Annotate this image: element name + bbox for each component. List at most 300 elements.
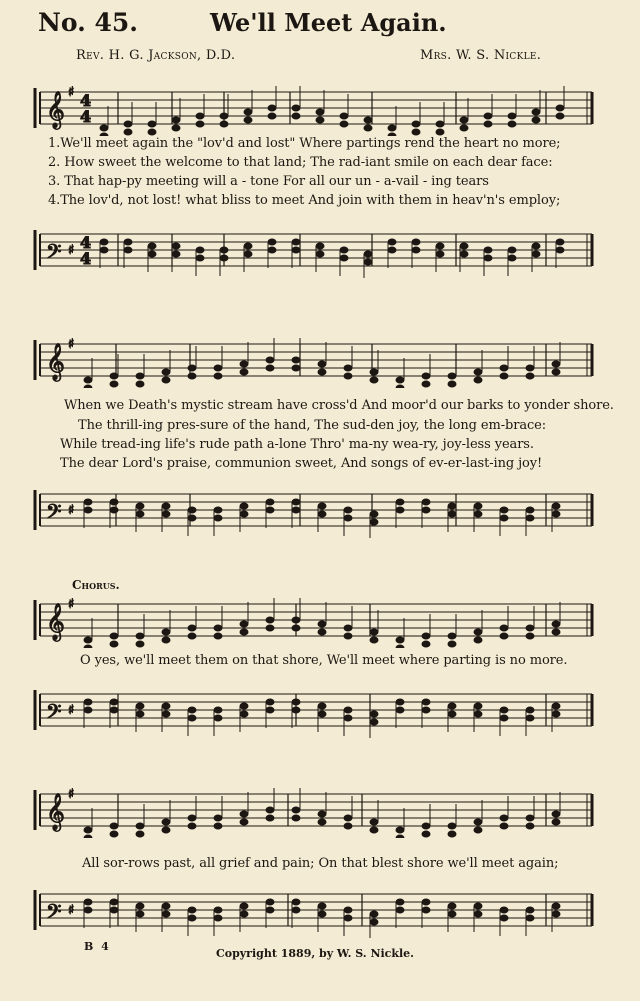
note-head	[172, 117, 180, 123]
treble-clef-icon: 𝄞	[46, 90, 65, 128]
note-head	[266, 807, 274, 813]
note-head	[214, 715, 222, 721]
note-head	[552, 703, 560, 709]
note-head	[214, 907, 222, 913]
bass-clef-icon: 𝄢	[46, 240, 62, 268]
sharp-icon: ♯	[68, 503, 75, 518]
note-head	[552, 629, 560, 635]
note-head	[412, 247, 420, 253]
note-head	[220, 247, 228, 253]
note-head	[188, 373, 196, 379]
note-head	[84, 907, 92, 913]
note-head	[318, 911, 326, 917]
note-head	[318, 819, 326, 825]
note-head	[292, 357, 300, 363]
note-head	[370, 827, 378, 833]
note-head	[508, 247, 516, 253]
note-head	[532, 243, 540, 249]
treble-staff	[0, 598, 640, 648]
note-head	[396, 707, 404, 713]
note-head	[268, 239, 276, 245]
note-head	[84, 707, 92, 713]
note-head	[526, 515, 534, 521]
note-head	[474, 511, 482, 517]
note-head	[556, 105, 564, 111]
note-head	[316, 251, 324, 257]
hymn-number: No. 45.	[38, 8, 138, 37]
note-head	[552, 711, 560, 717]
note-head	[388, 247, 396, 253]
note-head	[266, 365, 274, 371]
note-head	[110, 823, 118, 829]
lyricist-credit: Rev. H. G. Jackson, D.D.	[76, 48, 236, 63]
note-head	[214, 823, 222, 829]
note-head	[396, 637, 404, 643]
note-head	[370, 819, 378, 825]
note-head	[148, 121, 156, 127]
note-head	[110, 633, 118, 639]
note-head	[344, 915, 352, 921]
note-head	[110, 907, 118, 913]
note-head	[110, 699, 118, 705]
note-head	[422, 381, 430, 387]
note-head	[526, 707, 534, 713]
note-head	[552, 903, 560, 909]
note-head	[318, 511, 326, 517]
note-head	[292, 617, 300, 623]
note-head	[500, 625, 508, 631]
note-head	[266, 507, 274, 513]
note-head	[318, 629, 326, 635]
note-head	[422, 823, 430, 829]
note-head	[318, 621, 326, 627]
note-head	[162, 369, 170, 375]
note-head	[500, 373, 508, 379]
note-head	[172, 251, 180, 257]
lyric-line: O yes, we'll meet them on that shore, We'll meet where parting is no more.	[80, 653, 568, 668]
note-head	[508, 121, 516, 127]
note-head	[214, 815, 222, 821]
note-head	[84, 377, 92, 383]
note-head	[318, 703, 326, 709]
bass-clef-icon: 𝄢	[46, 900, 62, 928]
note-head	[110, 499, 118, 505]
note-head	[396, 835, 404, 838]
note-head	[460, 117, 468, 123]
note-head	[500, 907, 508, 913]
note-head	[532, 251, 540, 257]
note-head	[214, 915, 222, 921]
note-head	[556, 239, 564, 245]
page-mark: B 4	[84, 940, 111, 953]
note-head	[340, 255, 348, 261]
note-head	[84, 827, 92, 833]
note-head	[214, 707, 222, 713]
note-head	[292, 239, 300, 245]
note-head	[266, 499, 274, 505]
note-head	[448, 711, 456, 717]
note-head	[364, 251, 372, 257]
note-head	[422, 633, 430, 639]
note-head	[220, 255, 228, 261]
note-head	[448, 903, 456, 909]
note-head	[422, 641, 430, 647]
note-head	[292, 499, 300, 505]
note-head	[344, 365, 352, 371]
sharp-icon: ♯	[68, 703, 75, 718]
note-head	[344, 907, 352, 913]
sharp-icon: ♯	[68, 598, 75, 612]
note-head	[266, 815, 274, 821]
note-head	[292, 707, 300, 713]
note-head	[552, 819, 560, 825]
lyric-line: When we Death's mystic stream have cross'd And moor'd our barks to yonder shore.	[64, 398, 614, 413]
note-head	[172, 243, 180, 249]
note-head	[196, 121, 204, 127]
note-head	[508, 255, 516, 261]
note-head	[244, 117, 252, 123]
note-head	[268, 105, 276, 111]
note-head	[292, 907, 300, 913]
note-head	[370, 919, 378, 925]
note-head	[500, 915, 508, 921]
note-head	[100, 239, 108, 245]
bass-staff	[0, 488, 640, 538]
note-head	[370, 637, 378, 643]
note-head	[526, 815, 534, 821]
sharp-icon: ♯	[68, 338, 75, 352]
note-head	[500, 707, 508, 713]
note-head	[532, 109, 540, 115]
note-head	[84, 507, 92, 513]
note-head	[136, 823, 144, 829]
note-head	[526, 625, 534, 631]
bass-clef-icon: 𝄢	[46, 700, 62, 728]
note-head	[552, 361, 560, 367]
note-head	[196, 247, 204, 253]
note-head	[370, 711, 378, 717]
note-head	[500, 815, 508, 821]
note-head	[136, 373, 144, 379]
note-head	[84, 699, 92, 705]
note-head	[474, 711, 482, 717]
note-head	[188, 625, 196, 631]
note-head	[240, 811, 248, 817]
note-head	[148, 129, 156, 135]
note-head	[240, 361, 248, 367]
note-head	[162, 711, 170, 717]
note-head	[370, 369, 378, 375]
note-head	[474, 703, 482, 709]
note-head	[240, 369, 248, 375]
note-head	[448, 381, 456, 387]
note-head	[110, 899, 118, 905]
note-head	[448, 511, 456, 517]
treble-staff	[0, 788, 640, 838]
note-head	[344, 633, 352, 639]
lyric-line: The thrill-ing pres-sure of the hand, The sud-den joy, the long em-brace:	[78, 418, 547, 433]
note-head	[292, 105, 300, 111]
note-head	[172, 125, 180, 131]
note-head	[148, 251, 156, 257]
note-head	[448, 641, 456, 647]
note-head	[526, 365, 534, 371]
note-head	[344, 715, 352, 721]
note-head	[532, 117, 540, 123]
note-head	[136, 511, 144, 517]
note-head	[162, 827, 170, 833]
note-head	[292, 625, 300, 631]
note-head	[214, 625, 222, 631]
note-head	[500, 515, 508, 521]
note-head	[526, 633, 534, 639]
note-head	[188, 815, 196, 821]
note-head	[436, 121, 444, 127]
note-head	[460, 125, 468, 131]
note-head	[84, 899, 92, 905]
note-head	[396, 827, 404, 833]
chorus-label: Chorus.	[72, 578, 120, 592]
note-head	[292, 699, 300, 705]
note-head	[422, 373, 430, 379]
note-head	[124, 121, 132, 127]
note-head	[188, 365, 196, 371]
note-head	[240, 629, 248, 635]
note-head	[422, 699, 430, 705]
note-head	[196, 113, 204, 119]
note-head	[110, 373, 118, 379]
time-signature-top: 4	[80, 233, 92, 252]
note-head	[318, 503, 326, 509]
note-head	[500, 633, 508, 639]
note-head	[240, 703, 248, 709]
note-head	[316, 117, 324, 123]
note-head	[162, 703, 170, 709]
note-head	[340, 121, 348, 127]
note-head	[188, 915, 196, 921]
note-head	[214, 365, 222, 371]
note-head	[162, 819, 170, 825]
note-head	[526, 907, 534, 913]
note-head	[162, 511, 170, 517]
note-head	[162, 377, 170, 383]
note-head	[84, 637, 92, 643]
note-head	[344, 707, 352, 713]
note-head	[344, 815, 352, 821]
note-head	[110, 707, 118, 713]
bass-clef-icon: 𝄢	[46, 500, 62, 528]
note-head	[422, 907, 430, 913]
note-head	[526, 715, 534, 721]
note-head	[396, 907, 404, 913]
note-head	[214, 507, 222, 513]
note-head	[396, 385, 404, 388]
note-head	[316, 109, 324, 115]
note-head	[436, 243, 444, 249]
note-head	[292, 365, 300, 371]
note-head	[162, 629, 170, 635]
note-head	[556, 247, 564, 253]
note-head	[318, 711, 326, 717]
note-head	[136, 633, 144, 639]
note-head	[136, 903, 144, 909]
note-head	[422, 507, 430, 513]
note-head	[388, 239, 396, 245]
note-head	[500, 507, 508, 513]
note-head	[162, 911, 170, 917]
note-head	[266, 907, 274, 913]
treble-staff	[0, 86, 640, 136]
note-head	[240, 503, 248, 509]
note-head	[244, 109, 252, 115]
note-head	[448, 703, 456, 709]
note-head	[124, 247, 132, 253]
time-signature-bottom: 4	[80, 107, 92, 126]
note-head	[110, 831, 118, 837]
note-head	[266, 707, 274, 713]
note-head	[188, 823, 196, 829]
note-head	[552, 503, 560, 509]
note-head	[214, 373, 222, 379]
note-head	[370, 719, 378, 725]
note-head	[364, 125, 372, 131]
note-head	[552, 621, 560, 627]
time-signature-bottom: 4	[80, 249, 92, 268]
note-head	[396, 899, 404, 905]
note-head	[110, 507, 118, 513]
note-head	[484, 121, 492, 127]
note-head	[266, 625, 274, 631]
note-head	[448, 633, 456, 639]
note-head	[318, 903, 326, 909]
note-head	[552, 911, 560, 917]
note-head	[84, 499, 92, 505]
note-head	[370, 519, 378, 525]
note-head	[318, 361, 326, 367]
sharp-icon: ♯	[68, 243, 75, 258]
note-head	[136, 703, 144, 709]
note-head	[474, 819, 482, 825]
note-head	[526, 915, 534, 921]
note-head	[124, 239, 132, 245]
bass-staff	[0, 228, 640, 278]
note-head	[344, 373, 352, 379]
note-head	[162, 503, 170, 509]
note-head	[556, 113, 564, 119]
copyright-line: Copyright 1889, by W. S. Nickle.	[216, 947, 415, 960]
note-head	[136, 831, 144, 837]
note-head	[484, 247, 492, 253]
note-head	[244, 243, 252, 249]
hymn-title: We'll Meet Again.	[210, 8, 447, 37]
treble-clef-icon: 𝄞	[46, 602, 65, 640]
note-head	[292, 507, 300, 513]
sharp-icon: ♯	[68, 903, 75, 918]
note-head	[162, 637, 170, 643]
note-head	[340, 247, 348, 253]
note-head	[214, 633, 222, 639]
note-head	[500, 823, 508, 829]
note-head	[474, 911, 482, 917]
note-head	[500, 715, 508, 721]
note-head	[188, 715, 196, 721]
note-head	[100, 125, 108, 131]
note-head	[188, 707, 196, 713]
note-head	[196, 255, 204, 261]
note-head	[266, 357, 274, 363]
treble-clef-icon: 𝄞	[46, 792, 65, 830]
note-head	[292, 807, 300, 813]
lyric-line: 2. How sweet the welcome to that land; The rad-iant smile on each dear face:	[48, 155, 553, 170]
note-head	[124, 129, 132, 135]
note-head	[344, 625, 352, 631]
note-head	[370, 629, 378, 635]
note-head	[240, 911, 248, 917]
note-head	[148, 243, 156, 249]
note-head	[110, 381, 118, 387]
note-head	[136, 503, 144, 509]
note-head	[266, 699, 274, 705]
note-head	[526, 373, 534, 379]
note-head	[344, 823, 352, 829]
note-head	[162, 903, 170, 909]
note-head	[388, 125, 396, 131]
note-head	[474, 629, 482, 635]
note-head	[436, 129, 444, 135]
note-head	[396, 499, 404, 505]
note-head	[292, 815, 300, 821]
note-head	[136, 711, 144, 717]
note-head	[552, 511, 560, 517]
note-head	[474, 827, 482, 833]
note-head	[240, 819, 248, 825]
note-head	[188, 515, 196, 521]
note-head	[240, 903, 248, 909]
note-head	[552, 369, 560, 375]
note-head	[220, 113, 228, 119]
note-head	[84, 645, 92, 648]
note-head	[268, 247, 276, 253]
note-head	[240, 511, 248, 517]
note-head	[318, 369, 326, 375]
note-head	[500, 365, 508, 371]
note-head	[448, 911, 456, 917]
note-head	[344, 515, 352, 521]
note-head	[110, 641, 118, 647]
note-head	[136, 381, 144, 387]
note-head	[552, 811, 560, 817]
bass-staff	[0, 688, 640, 738]
lyric-line: The dear Lord's praise, communion sweet, And songs of ev-er-last-ing joy!	[60, 456, 543, 471]
note-head	[340, 113, 348, 119]
lyric-line: 1.We'll meet again the "lov'd and lost" Where partings rend the heart no more;	[48, 136, 561, 151]
note-head	[448, 373, 456, 379]
note-head	[136, 641, 144, 647]
note-head	[266, 899, 274, 905]
note-head	[396, 645, 404, 648]
note-head	[214, 515, 222, 521]
note-head	[448, 503, 456, 509]
sharp-icon: ♯	[68, 86, 75, 100]
note-head	[266, 617, 274, 623]
note-head	[292, 247, 300, 253]
treble-staff	[0, 338, 640, 388]
note-head	[84, 385, 92, 388]
note-head	[370, 911, 378, 917]
note-head	[436, 251, 444, 257]
lyric-line: While tread-ing life's rude path a-lone Thro' ma-ny wea-ry, joy-less years.	[60, 437, 534, 452]
note-head	[448, 823, 456, 829]
